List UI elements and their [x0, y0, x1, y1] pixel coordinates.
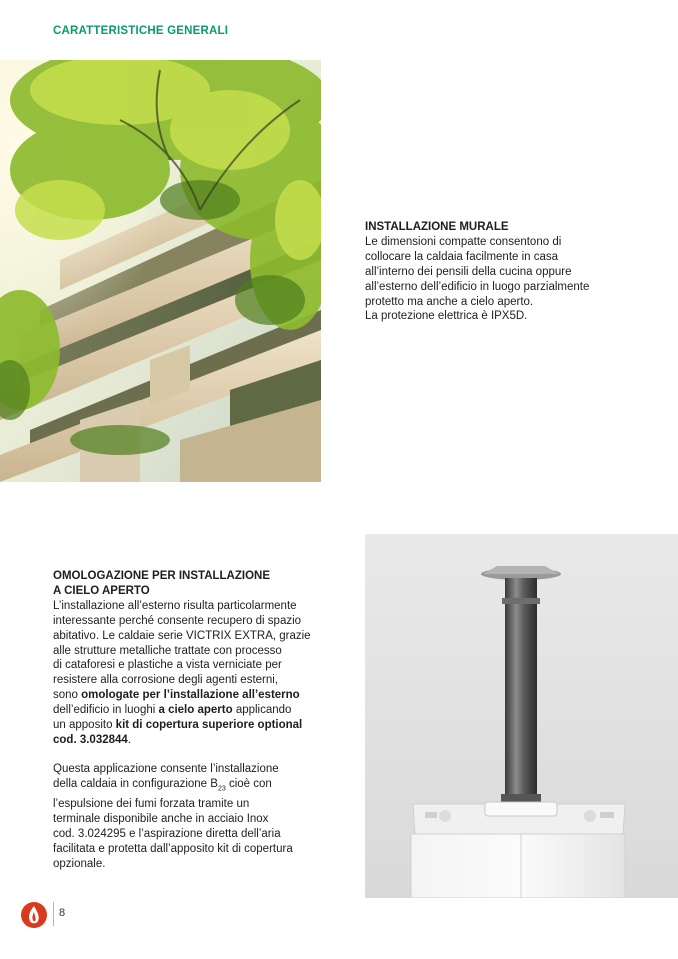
- omologazione-paragraph-1: L’installazione all’esterno risulta particolarmente interessante perché consente recupero di spazio abitativo. Le caldaie serie VICTRIX EXTRA, grazie alle strutture metalliche trattate con processo di cataforesi e plastiche a vista verniciate per resistere alla corrosione degli agenti esterni, sono omologate per l’installazione all’esterno dell’edificio in luoghi a cielo aperto applicando un apposito kit di copertura superiore optional cod. 3.032844.: [53, 599, 311, 746]
- installazione-murale-block: [365, 220, 665, 324]
- murale-line: Le dimensioni compatte consentono di: [365, 235, 562, 248]
- omologazione-block: [53, 569, 333, 872]
- murale-line: protetto ma anche a cielo aperto.: [365, 295, 534, 308]
- omologate-emphasis: omologate per l’installazione all’esterno: [81, 689, 300, 702]
- omologazione-title: OMOLOGAZIONE PER INSTALLAZIONE A CIELO APERTO: [53, 570, 271, 597]
- omologazione-paragraph-2: Questa applicazione consente l’installazione della caldaia in configurazione $B_{23}$ cioè con l’espulsione dei fumi forzata tramite un terminale disponibile anche in acciaio Inox cod. 3.024295 e l’aspirazione diretta dell’aria facilitata e protetta dall’apposito kit di copertura opzionale.: [53, 762, 293, 870]
- section-title: CARATTERISTICHE GENERALI: [53, 25, 229, 37]
- building-photo: [0, 60, 321, 482]
- kit-code: cod. 3.032844: [53, 733, 128, 746]
- murale-line: collocare la caldaia facilmente in casa: [365, 250, 559, 263]
- murale-line: La protezione elettrica è IPX5D.: [365, 310, 528, 323]
- brand-flame-logo: [20, 901, 48, 929]
- kit-copertura-emphasis: kit di copertura superiore optional: [115, 719, 303, 732]
- footer-divider: [53, 902, 54, 926]
- page-number: 8: [59, 907, 66, 919]
- boiler-photo: [365, 534, 678, 898]
- murale-line: all’esterno dell’edificio in luogo parzialmente: [365, 280, 590, 293]
- cielo-aperto-emphasis: a cielo aperto: [158, 704, 233, 717]
- installazione-murale-title: INSTALLAZIONE MURALE: [365, 221, 509, 233]
- murale-line: all’interno dei pensili della cucina oppure: [365, 265, 572, 278]
